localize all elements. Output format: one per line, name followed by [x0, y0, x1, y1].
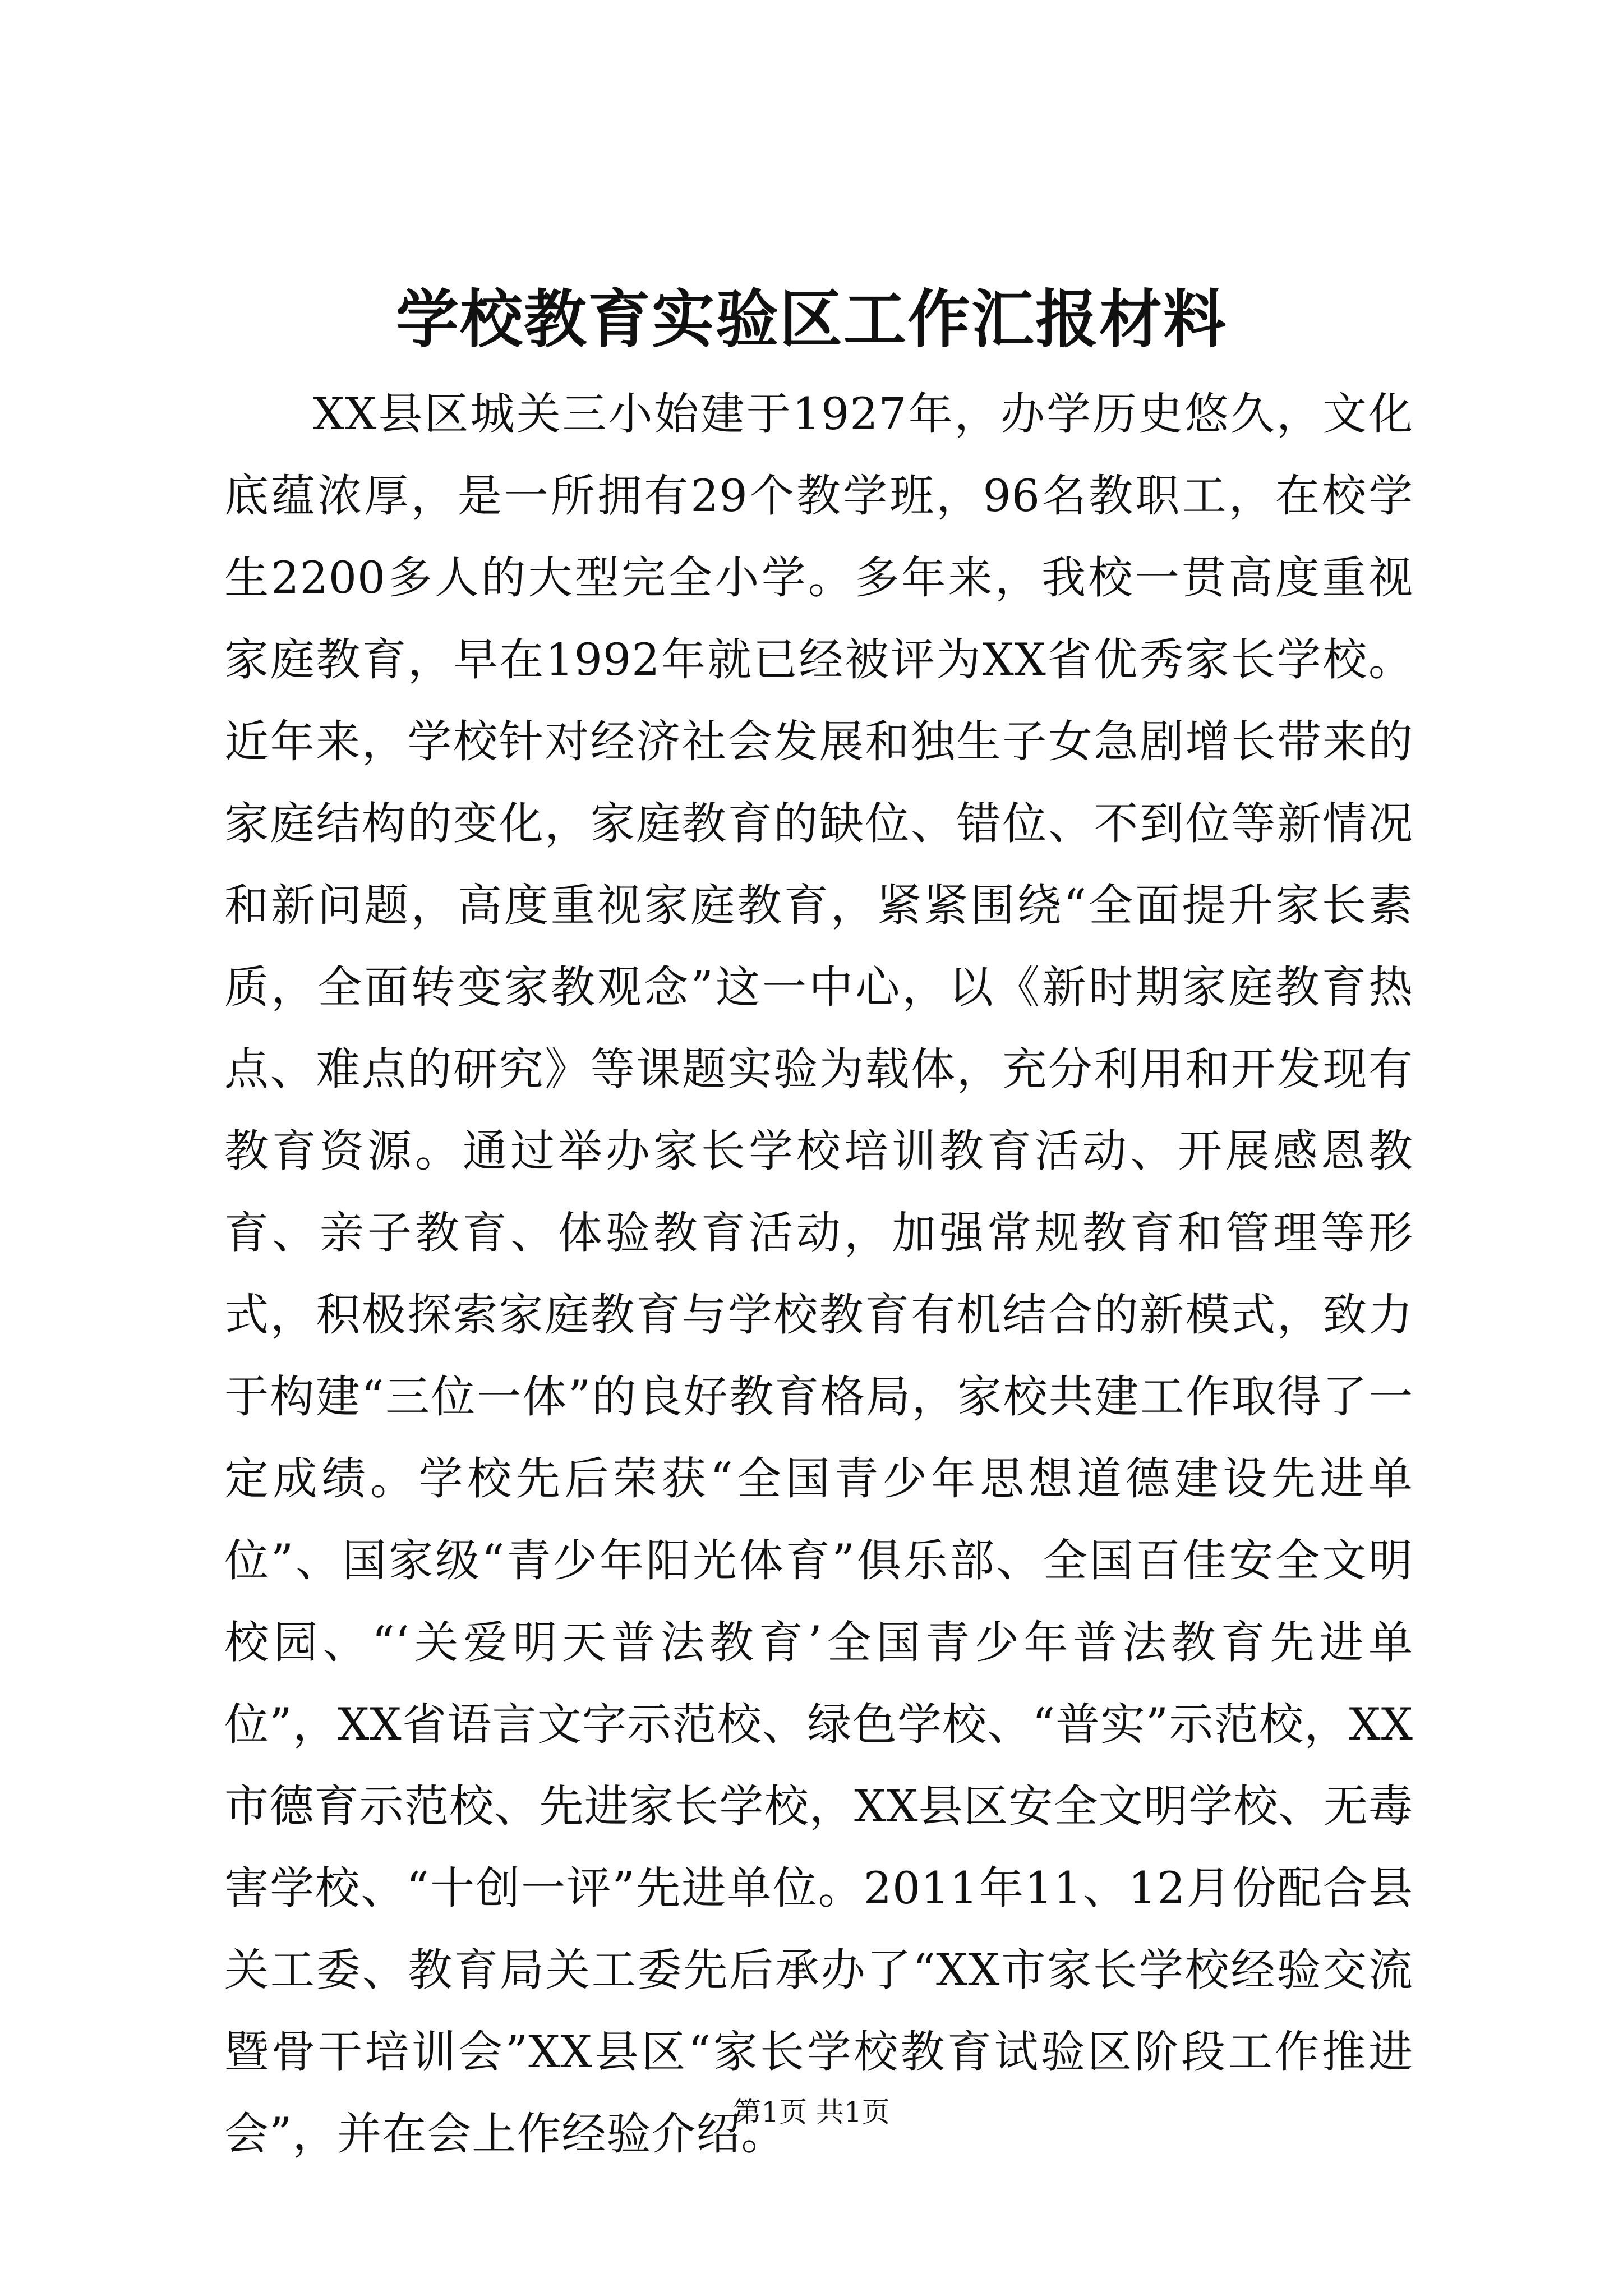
page-footer: 第1页 共1页 [733, 2096, 890, 2128]
body-paragraph: XX县区城关三小始建于1927年，办学历史悠久，文化底蕴浓厚，是一所拥有29个教学班，96名教职工，在校学生2200多人的大型完全小学。多年来，我校一贯高度重视家庭教育，早在1992年就已经被评为XX省优秀家长学校。近年来，学校针对经济社会发展和独生子女急剧增长带来的家庭结构的变化，家庭教育的缺位、错位、不到位等新情况和新问题，高度重视家庭教育，紧紧围绕“全面提升家长素质，全面转变家教观念”这一中心，以《新时期家庭教育热点、难点的研究》等课题实验为载体，充分利用和开发现有教育资源。通过举办家长学校培训教育活动、开展感恩教育、亲子教育、体验教育活动，加强常规教育和管理等形式，积极探索家庭教育与学校教育有机结合的新模式，致力于构建“三位一体”的良好教育格局，家校共建工作取得了一定成绩。学校先后荣获“全国青少年思想道德建设先进单位”、国家级“青少年阳光体育”俱乐部、全国百佳安全文明校园、“‘关爱明天普法教育’全国青少年普法教育先进单位”，XX省语言文字示范校、绿色学校、“普实”示范校，XX市德育示范校、先进家长学校，XX县区安全文明学校、无毒害学校、“十创一评”先进单位。2011年11、12月份配合县关工委、教育局关工委先后承办了“XX市家长学校经验交流暨骨干培训会”XX县区“家长学校教育试验区阶段工作推进会”，并在会上作经验介绍。 [224, 388, 1413, 2160]
document-title: 学校教育实验区工作汇报材料 [396, 283, 1227, 356]
